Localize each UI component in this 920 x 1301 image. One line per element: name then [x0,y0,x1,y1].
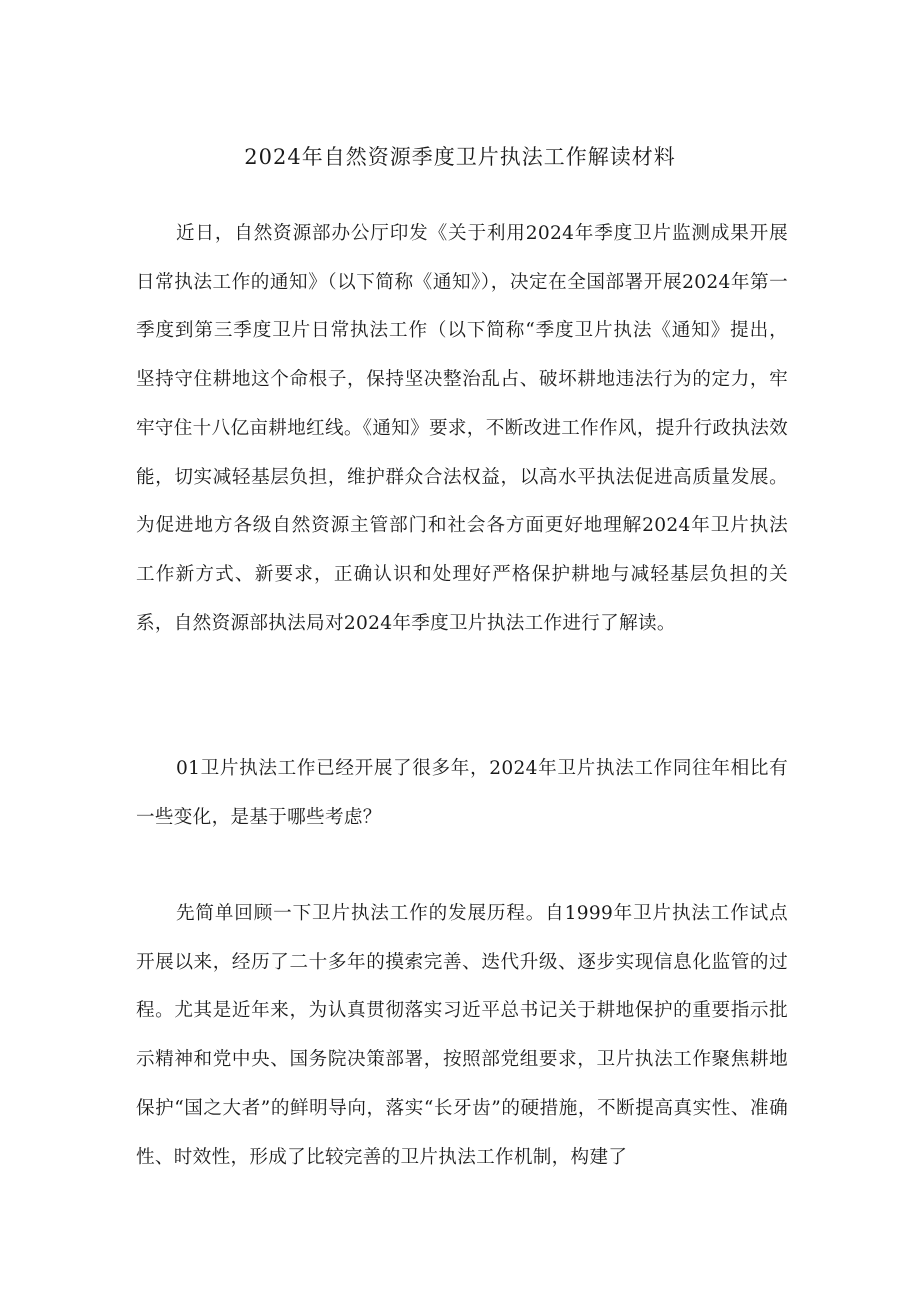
paragraph-question-01: 01卫片执法工作已经开展了很多年，2024年卫片执法工作同往年相比有一些变化，是基于哪些考虑？ [136,758,788,828]
document-title: 2024年自然资源季度卫片执法工作解读材料 [244,145,676,169]
paragraph-intro: 近日，自然资源部办公厅印发《关于利用2024年季度卫片监测成果开展日常执法工作的通知》（以下简称《通知》），决定在全国部署开展2024年第一季度到第三季度卫片日常执法工作（以下简称“季度卫片执法《通知》提出，坚持守住耕地这个命根子，保持坚决整治乱占、破坏耕地违法行为的定力，牢牢守住十八亿亩耕地红线。《通知》要求，不断改进工作作风，提升行政执法效能，切实减轻基层负担，维护群众合法权益，以高水平执法促进高质量发展。为促进地方各级自然资源主管部门和社会各方面更好地理解2024年卫片执法工作新方式、新要求，正确认识和处理好严格保护耕地与减轻基层负担的关系，自然资源部执法局对2024年季度卫片执法工作进行了解读。 [136,223,788,634]
paragraph-answer-01: 先简单回顾一下卫片执法工作的发展历程。自1999年卫片执法工作试点开展以来，经历了二十多年的摸索完善、迭代升级、逐步实现信息化监管的过程。尤其是近年来，为认真贯彻落实习近平总书记关于耕地保护的重要指示批示精神和党中央、国务院决策部署，按照部党组要求，卫片执法工作聚焦耕地保护“国之大者”的鲜明导向，落实“长牙齿”的硬措施，不断提高真实性、准确性、时效性，形成了比较完善的卫片执法工作机制，构建了 [136,903,788,1168]
